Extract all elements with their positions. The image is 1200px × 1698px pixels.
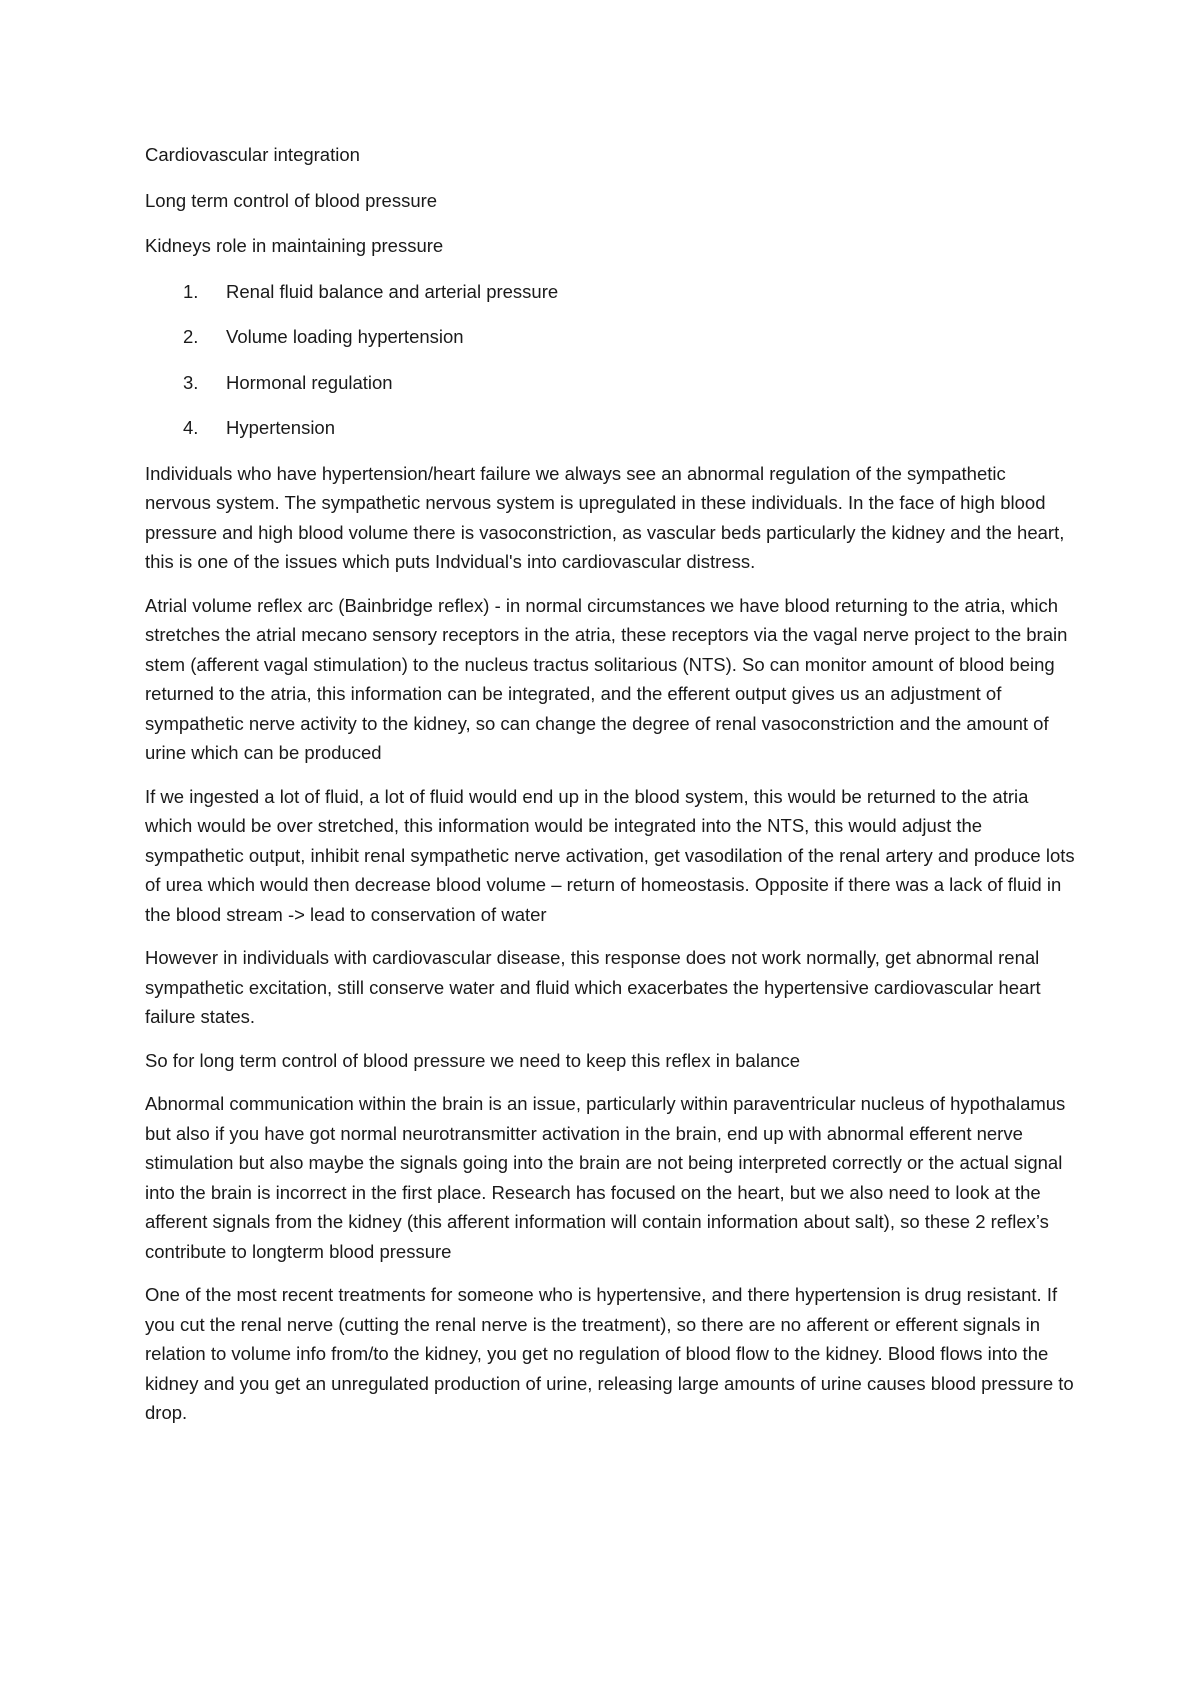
list-item-number: 1. bbox=[183, 280, 199, 302]
list-item-number: 2. bbox=[183, 326, 199, 347]
list-item-text: Renal fluid balance and arterial pressure bbox=[226, 280, 559, 302]
paragraph-bainbridge-reflex: Atrial volume reflex arc (Bainbridge reflex) - in normal circumstances we have blood returning to the atria, which stretches the atrial mecano sensory receptors in the atria, these receptors via the vagal nerve project to the brain stem (afferent vagal stimulation) to the nucleus tractus solitarious (NTS). So can monitor amount of blood being returned to the atria, this information can be integrated, and the efferent output gives us an adjustment of sympathetic nerve activity to the kidney, so can change the degree of renal vasoconstriction and the amount of urine which can be produced bbox=[145, 594, 1068, 763]
paragraph-sympathetic-regulation: Individuals who have hypertension/heart failure we always see an abnormal regulation of the sympathetic nervous system. The sympathetic nervous system is upregulated in these individuals. In the face of high blood pressure and high blood volume there is vasoconstriction, as vascular beds particularly the kidney and the heart, this is one of the issues which puts Indvidual's into cardiovascular distress. bbox=[145, 462, 1065, 572]
paragraph-cardiovascular-disease: However in individuals with cardiovascular disease, this response does not work normally, get abnormal renal sympathetic excitation, still conserve water and fluid which exacerbates the hypertensive cardiovascular heart failure states. bbox=[145, 947, 1041, 1027]
list-item bbox=[145, 322, 1075, 352]
list-item bbox=[145, 368, 1075, 398]
paragraph-reflex-balance: So for long term control of blood pressure we need to keep this reflex in balance bbox=[145, 1049, 801, 1071]
document-subtitle: Long term control of blood pressure bbox=[145, 189, 438, 211]
list-item-number: 4. bbox=[183, 417, 199, 438]
list-item-number: 3. bbox=[183, 371, 199, 393]
list-item bbox=[145, 277, 1075, 307]
numbered-list bbox=[145, 277, 1075, 443]
paragraph-abnormal-communication: Abnormal communication within the brain is an issue, particularly within paraventricular nucleus of hypothalamus but also if you have got normal neurotransmitter activation in the brain, end up with abnormal efferent nerve stimulation but also maybe the signals going into the brain are not being interpreted correctly or the actual signal into the brain is incorrect in the first place. Research has focused on the heart, but we also need to look at the afferent signals from the kidney (this afferent information will contain information about salt), so these 2 reflex’s contribute to longterm blood pressure bbox=[145, 1093, 1066, 1262]
list-item-text: Hypertension bbox=[226, 417, 336, 438]
document-title: Cardiovascular integration bbox=[145, 144, 360, 165]
paragraph-fluid-ingestion: If we ingested a lot of fluid, a lot of fluid would end up in the blood system, this would be returned to the atria which would be over stretched, this information would be integrated into the NTS, this would adjust the sympathetic output, inhibit renal sympathetic nerve activation, get vasodilation of the renal artery and produce lots of urea which would then decrease blood volume – return of homeostasis. Opposite if there was a lack of fluid in the blood stream -> lead to conservation of water bbox=[145, 785, 1075, 925]
list-item bbox=[145, 413, 1075, 443]
list-item-text: Volume loading hypertension bbox=[226, 326, 464, 347]
section-heading: Kidneys role in maintaining pressure bbox=[145, 235, 444, 256]
paragraph-renal-denervation: One of the most recent treatments for someone who is hypertensive, and there hypertension is drug resistant. If you cut the renal nerve (cutting the renal nerve is the treatment), so there are no afferent or efferent signals in relation to volume info from/to the kidney, you get no regulation of blood flow to the kidney. Blood flows into the kidney and you get an unregulated production of urine, releasing large amounts of urine causes blood pressure to drop. bbox=[145, 1284, 1074, 1423]
document-page bbox=[145, 140, 1075, 1442]
list-item-text: Hormonal regulation bbox=[226, 371, 393, 393]
